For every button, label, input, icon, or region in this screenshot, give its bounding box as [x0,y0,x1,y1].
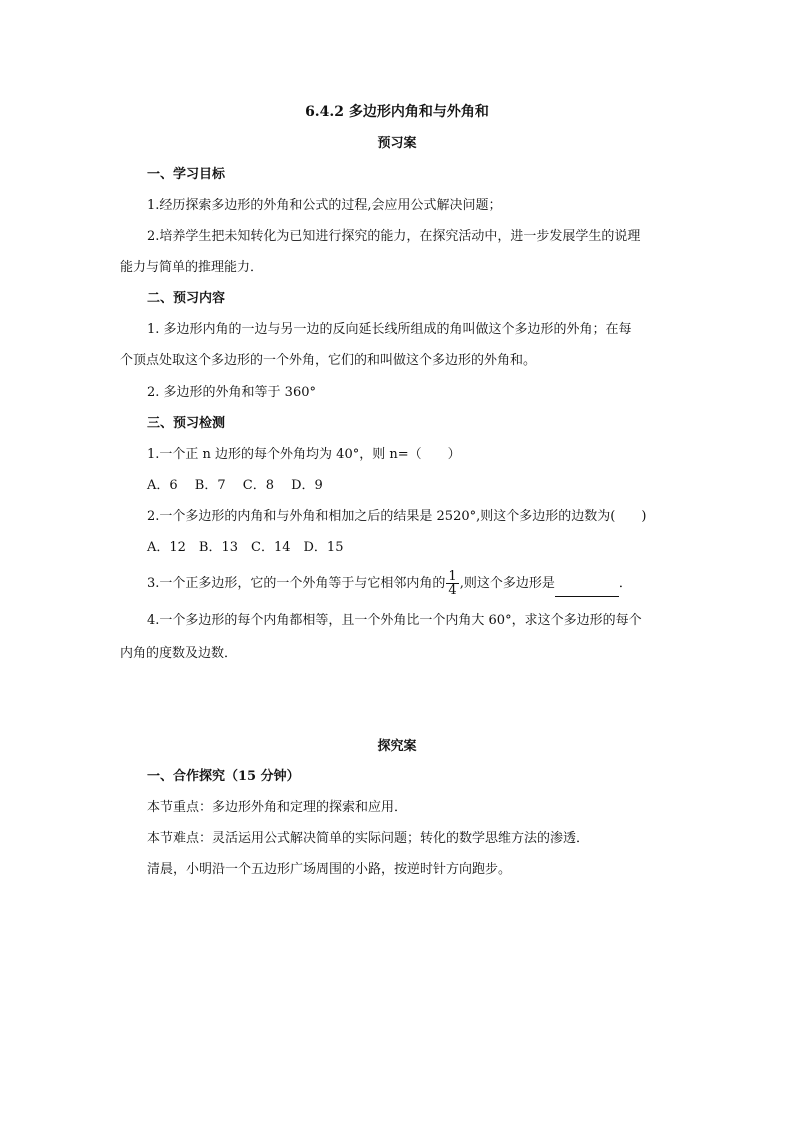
content-item-2: 2. 多边形的外角和等于 360° [147,385,316,400]
fraction-one-quarter [446,570,458,597]
check-heading: 三、预习检测 [147,416,226,431]
fraction-denominator: 4 [448,583,457,598]
goal-item-1: 1.经历探索多边形的外角和公式的过程,会应用公式解决问题； [147,198,502,213]
content-heading: 二、预习内容 [147,291,226,306]
explore-heading: 探究案 [377,739,417,754]
question-3 [147,570,632,597]
question-1-options: A．6 B．7 C．8 D．9 [147,478,323,493]
difficulty-point: 本节难点：灵活运用公式解决简单的实际问题；转化的数学思维方法的渗透． [147,831,590,846]
scenario-text: 清晨，小明沿一个五边形广场周围的小路，按逆时针方向跑步。 [147,862,512,877]
key-point: 本节重点：多边形外角和定理的探索和应用． [147,800,408,815]
fraction-numerator: 1 [448,569,457,584]
goals-heading: 一、学习目标 [147,167,226,182]
question-4-line-2: 内角的度数及边数． [120,646,238,661]
question-4-line-1: 4.一个多边形的每个内角都相等，且一个外角比一个内角大 60°，求这个多边形的每个 [147,613,642,628]
goal-item-2-line-2: 能力与简单的推理能力． [120,260,264,275]
question-1: 1.一个正 n 边形的每个外角均为 40°，则 n=（ ） [147,447,461,462]
goal-item-2-line-1: 2.培养学生把未知转化为已知进行探究的能力，在探究活动中，进一步发展学生的说理 [147,229,641,244]
question-3-text-after: ,则这个多边形是 [459,576,555,591]
question-3-end: ． [618,576,632,591]
content-item-1-line-2: 个顶点处取这个多边形的一个外角，它们的和叫做这个多边形的外角和。 [120,353,537,368]
preview-heading: 预习案 [377,136,417,151]
question-2-options: A．12 B．13 C．14 D．15 [147,540,344,555]
page-title: 6.4.2 多边形内角和与外角和 [305,104,489,120]
coop-heading: 一、合作探究（15 分钟） [147,769,300,784]
question-2: 2.一个多边形的内角和与外角和相加之后的结果是 2520°,则这个多边形的边数为( ) [147,509,647,524]
question-3-text-before: 3.一个正多边形，它的一个外角等于与它相邻内角的 [147,576,446,591]
content-item-1-line-1: 1. 多边形内角的一边与另一边的反向延长线所组成的角叫做这个多边形的外角；在每 [147,322,632,337]
answer-blank[interactable] [555,582,619,597]
